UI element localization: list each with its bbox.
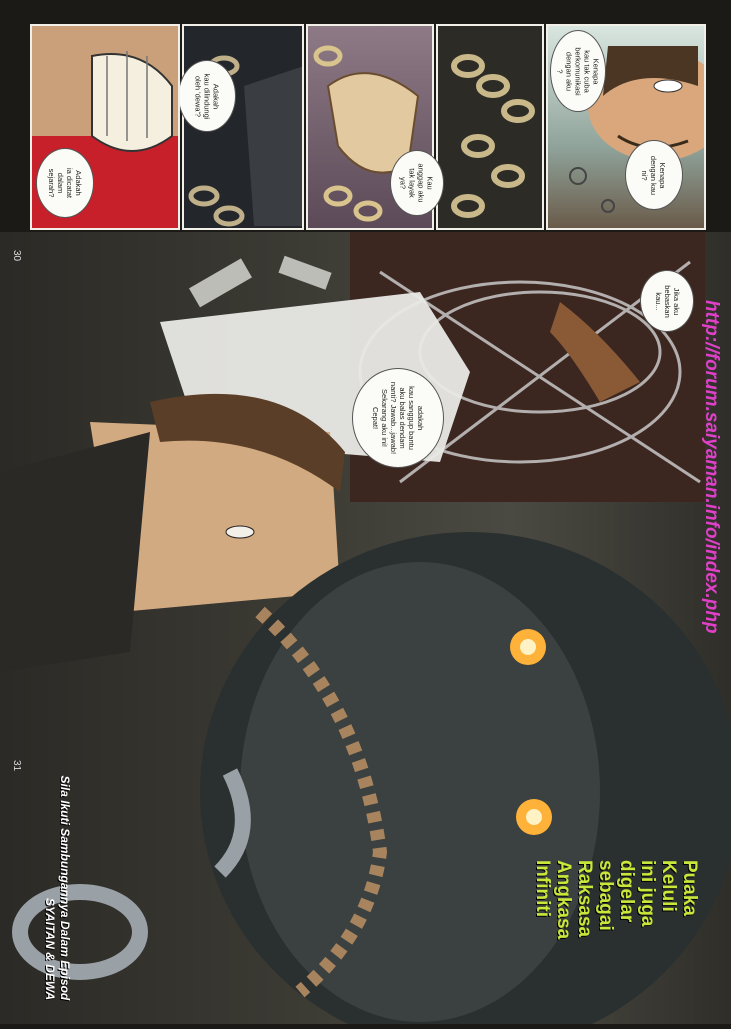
- speech-bubble-1: Kenapa dengan kau ni?: [625, 140, 683, 210]
- headline-line-6: Raksasa: [574, 860, 595, 938]
- speech-bubble-2: Kenapa kau tak cuba berkomunikasi dengan aku ?: [550, 30, 606, 112]
- headline: [532, 860, 700, 939]
- chains-art-1: [438, 26, 544, 230]
- footer-credit: [42, 708, 72, 1000]
- headline-line-8: Infiniti: [532, 860, 553, 917]
- speech-bubble-5: Adakah ia dicatat dalam sejarah?: [36, 148, 94, 218]
- headline-line-4: digelar: [616, 860, 637, 923]
- footer-line-1: Sila Ikuti Sambungannya Dalam Episod: [58, 775, 72, 1001]
- footer-line-2: SYAITAN & DEWA: [43, 898, 57, 1001]
- speech-bubble-3: Kau anggap aku tak layak ya?: [390, 150, 444, 216]
- watermark-url: http://forum.saiyaman.info/index.php: [701, 300, 722, 634]
- headline-line-1: Puaka: [679, 860, 700, 916]
- speech-bubble-7: adakah kau sanggup bantu aku balas dendam nanti? Jawab...jawab! Sekarang aku ini! Cepat!: [352, 368, 444, 468]
- headline-line-5: sebagai: [595, 860, 616, 931]
- speech-bubble-6: Jika aku bebaskan kau...: [640, 270, 694, 332]
- page-number-right: 31: [11, 760, 22, 772]
- headline-line-7: Angkasa: [553, 860, 574, 940]
- headline-line-2: Keluli: [658, 860, 679, 912]
- headline-line-3: ini juga: [637, 860, 658, 927]
- panel-chains-1: [436, 24, 544, 230]
- page-number-left: 30: [11, 250, 22, 262]
- speech-bubble-4: Adakah kau dilindungi oleh 'dewa'?: [178, 60, 236, 132]
